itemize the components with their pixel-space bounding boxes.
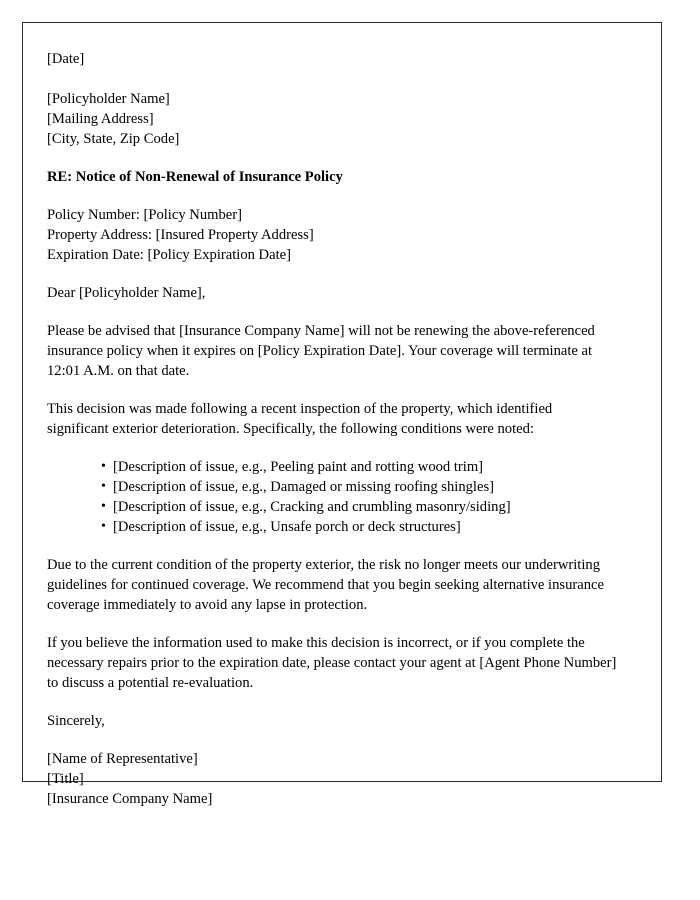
- signature-line: [Insurance Company Name]: [47, 791, 213, 807]
- list-item: • [Description of issue, e.g., Unsafe porch or deck structures]: [101, 517, 617, 537]
- closing-salutation: Sincerely,: [47, 713, 105, 729]
- list-item: • [Description of issue, e.g., Cracking and crumbling masonry/siding]: [101, 497, 617, 517]
- signature-line: [Name of Representative]: [47, 751, 198, 767]
- salutation: Dear [Policyholder Name],: [47, 285, 206, 301]
- subject-heading: RE: Notice of Non-Renewal of Insurance Policy: [47, 169, 343, 185]
- signature-line: [Title]: [47, 771, 84, 787]
- signature-block: [47, 749, 617, 809]
- paragraph-underwriting: Due to the current condition of the property exterior, the risk no longer meets our underwriting guidelines for continued coverage. We recommend that you begin seeking alternative insurance coverage immediately to avoid any lapse in protection.: [47, 557, 604, 613]
- letter-page: [22, 22, 662, 807]
- policy-detail-line: Expiration Date: [Policy Expiration Date]: [47, 247, 291, 263]
- policy-detail-line: Property Address: [Insured Property Address]: [47, 227, 314, 243]
- policy-details-block: [47, 205, 617, 265]
- recipient-address-block: [47, 89, 617, 149]
- paragraph-reevaluation: If you believe the information used to make this decision is incorrect, or if you complete the necessary repairs prior to the expiration date, please contact your agent at [Agent Phone Number] to discuss a potential re-evaluation.: [47, 635, 617, 691]
- list-item: • [Description of issue, e.g., Peeling paint and rotting wood trim]: [101, 457, 617, 477]
- policy-detail-line: Policy Number: [Policy Number]: [47, 207, 242, 223]
- paragraph-inspection: This decision was made following a recent inspection of the property, which identified significant exterior deterioration. Specifically, the following conditions were noted:: [47, 401, 553, 437]
- recipient-address-line: [Mailing Address]: [47, 111, 154, 127]
- paragraph-notice: Please be advised that [Insurance Company Name] will not be renewing the above-referenced insurance policy when it expires on [Policy Expiration Date]. Your coverage will terminate at 12:01 A.M. on that date.: [47, 323, 595, 379]
- recipient-address-line: [City, State, Zip Code]: [47, 131, 180, 147]
- date-block: [47, 49, 617, 69]
- letter-content: [23, 23, 661, 809]
- recipient-address-line: [Policyholder Name]: [47, 91, 170, 107]
- issue-list: [47, 457, 617, 537]
- date-placeholder: [Date]: [47, 51, 85, 67]
- list-item: • [Description of issue, e.g., Damaged or missing roofing shingles]: [101, 477, 617, 497]
